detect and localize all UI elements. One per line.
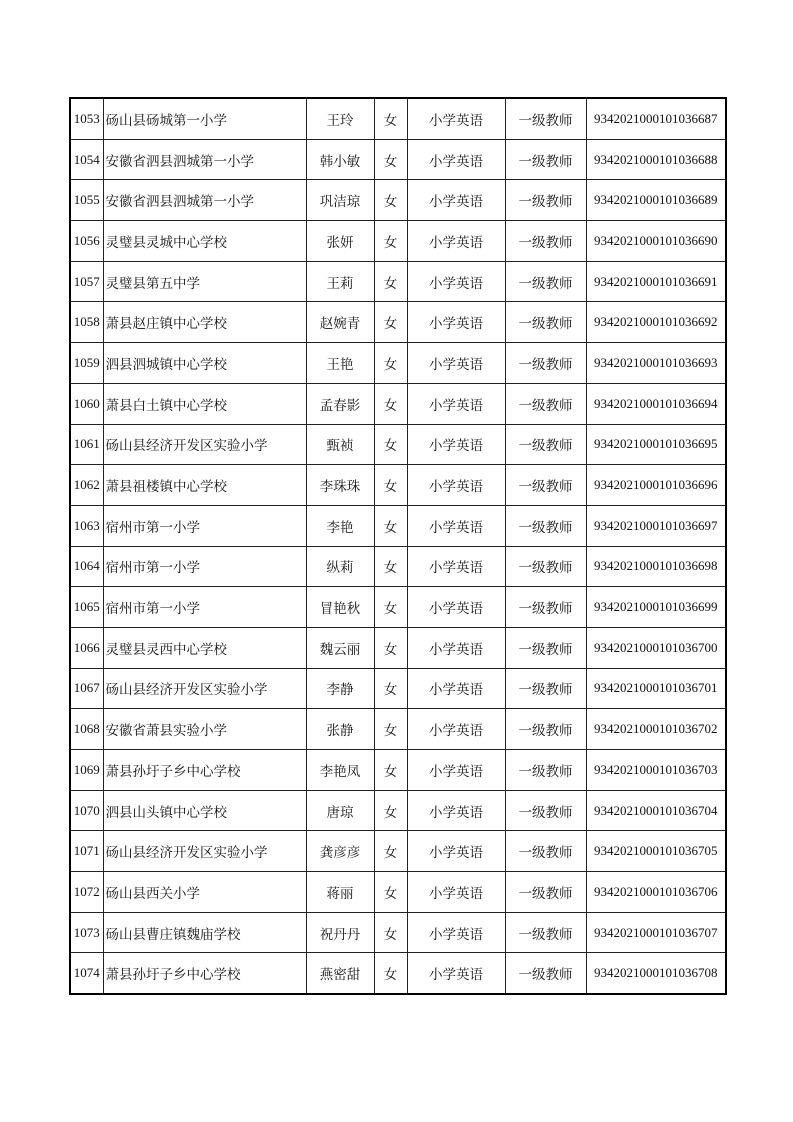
row-number: 1059 <box>70 343 103 384</box>
teacher-name-cell: 王玲 <box>306 98 374 139</box>
gender-cell: 女 <box>374 750 407 791</box>
teacher-name-cell: 孟春影 <box>306 383 374 424</box>
table-row <box>70 139 726 180</box>
subject-cell: 小学英语 <box>407 831 505 872</box>
row-number: 1054 <box>70 139 103 180</box>
certificate-number-cell: 9342021000101036692 <box>586 302 726 343</box>
table-row <box>70 424 726 465</box>
rank-cell: 一级教师 <box>505 872 586 913</box>
table-row <box>70 831 726 872</box>
row-number: 1073 <box>70 912 103 953</box>
teacher-name-cell: 李静 <box>306 668 374 709</box>
rank-cell: 一级教师 <box>505 790 586 831</box>
school-cell: 灵璧县灵西中心学校 <box>103 627 306 668</box>
teacher-name-cell: 纵莉 <box>306 546 374 587</box>
rank-cell: 一级教师 <box>505 831 586 872</box>
gender-cell: 女 <box>374 98 407 139</box>
gender-cell: 女 <box>374 627 407 668</box>
teacher-name-cell: 王艳 <box>306 343 374 384</box>
row-number: 1058 <box>70 302 103 343</box>
table-row <box>70 383 726 424</box>
teacher-name-cell: 李艳 <box>306 505 374 546</box>
school-cell: 泗县山头镇中心学校 <box>103 790 306 831</box>
gender-cell: 女 <box>374 465 407 506</box>
rank-cell: 一级教师 <box>505 98 586 139</box>
row-number: 1056 <box>70 221 103 262</box>
certificate-number-cell: 9342021000101036693 <box>586 343 726 384</box>
teacher-name-cell: 巩洁琼 <box>306 180 374 221</box>
subject-cell: 小学英语 <box>407 139 505 180</box>
table-row <box>70 790 726 831</box>
subject-cell: 小学英语 <box>407 750 505 791</box>
subject-cell: 小学英语 <box>407 546 505 587</box>
row-number: 1065 <box>70 587 103 628</box>
gender-cell: 女 <box>374 343 407 384</box>
subject-cell: 小学英语 <box>407 221 505 262</box>
row-number: 1071 <box>70 831 103 872</box>
table-row <box>70 505 726 546</box>
rank-cell: 一级教师 <box>505 709 586 750</box>
subject-cell: 小学英语 <box>407 302 505 343</box>
subject-cell: 小学英语 <box>407 383 505 424</box>
teacher-name-cell: 唐琼 <box>306 790 374 831</box>
teacher-name-cell: 赵婉青 <box>306 302 374 343</box>
row-number: 1068 <box>70 709 103 750</box>
row-number: 1053 <box>70 98 103 139</box>
table-row <box>70 546 726 587</box>
subject-cell: 小学英语 <box>407 668 505 709</box>
certificate-number-cell: 9342021000101036696 <box>586 465 726 506</box>
certificate-number-cell: 9342021000101036689 <box>586 180 726 221</box>
subject-cell: 小学英语 <box>407 627 505 668</box>
teacher-name-cell: 燕密甜 <box>306 953 374 994</box>
table-row <box>70 221 726 262</box>
teacher-name-cell: 韩小敏 <box>306 139 374 180</box>
school-cell: 萧县孙圩子乡中心学校 <box>103 953 306 994</box>
row-number: 1070 <box>70 790 103 831</box>
gender-cell: 女 <box>374 383 407 424</box>
table-row <box>70 750 726 791</box>
table-row <box>70 180 726 221</box>
school-cell: 萧县孙圩子乡中心学校 <box>103 750 306 791</box>
subject-cell: 小学英语 <box>407 465 505 506</box>
school-cell: 宿州市第一小学 <box>103 587 306 628</box>
row-number: 1060 <box>70 383 103 424</box>
table-row <box>70 953 726 994</box>
table-row <box>70 465 726 506</box>
school-cell: 萧县赵庄镇中心学校 <box>103 302 306 343</box>
teacher-name-cell: 蒋丽 <box>306 872 374 913</box>
gender-cell: 女 <box>374 546 407 587</box>
certificate-number-cell: 9342021000101036704 <box>586 790 726 831</box>
certificate-number-cell: 9342021000101036697 <box>586 505 726 546</box>
table-row <box>70 343 726 384</box>
school-cell: 灵璧县灵城中心学校 <box>103 221 306 262</box>
table-body <box>70 98 726 994</box>
rank-cell: 一级教师 <box>505 953 586 994</box>
certificate-number-cell: 9342021000101036703 <box>586 750 726 791</box>
gender-cell: 女 <box>374 139 407 180</box>
rank-cell: 一级教师 <box>505 343 586 384</box>
subject-cell: 小学英语 <box>407 953 505 994</box>
row-number: 1061 <box>70 424 103 465</box>
table-row <box>70 709 726 750</box>
gender-cell: 女 <box>374 831 407 872</box>
rank-cell: 一级教师 <box>505 180 586 221</box>
school-cell: 灵璧县第五中学 <box>103 261 306 302</box>
rank-cell: 一级教师 <box>505 221 586 262</box>
table-row <box>70 627 726 668</box>
subject-cell: 小学英语 <box>407 709 505 750</box>
gender-cell: 女 <box>374 872 407 913</box>
school-cell: 砀山县经济开发区实验小学 <box>103 668 306 709</box>
teacher-name-cell: 李艳凤 <box>306 750 374 791</box>
certificate-number-cell: 9342021000101036691 <box>586 261 726 302</box>
teacher-name-cell: 张静 <box>306 709 374 750</box>
school-cell: 砀山县西关小学 <box>103 872 306 913</box>
gender-cell: 女 <box>374 668 407 709</box>
table-row <box>70 98 726 139</box>
row-number: 1064 <box>70 546 103 587</box>
subject-cell: 小学英语 <box>407 505 505 546</box>
subject-cell: 小学英语 <box>407 790 505 831</box>
row-number: 1074 <box>70 953 103 994</box>
certificate-number-cell: 9342021000101036706 <box>586 872 726 913</box>
rank-cell: 一级教师 <box>505 546 586 587</box>
table-row <box>70 912 726 953</box>
subject-cell: 小学英语 <box>407 912 505 953</box>
subject-cell: 小学英语 <box>407 261 505 302</box>
row-number: 1072 <box>70 872 103 913</box>
row-number: 1069 <box>70 750 103 791</box>
gender-cell: 女 <box>374 424 407 465</box>
school-cell: 萧县祖楼镇中心学校 <box>103 465 306 506</box>
gender-cell: 女 <box>374 180 407 221</box>
school-cell: 砀山县经济开发区实验小学 <box>103 424 306 465</box>
subject-cell: 小学英语 <box>407 587 505 628</box>
teacher-name-cell: 魏云丽 <box>306 627 374 668</box>
certificate-number-cell: 9342021000101036690 <box>586 221 726 262</box>
rank-cell: 一级教师 <box>505 383 586 424</box>
gender-cell: 女 <box>374 261 407 302</box>
table-row <box>70 668 726 709</box>
rank-cell: 一级教师 <box>505 261 586 302</box>
rank-cell: 一级教师 <box>505 302 586 343</box>
gender-cell: 女 <box>374 953 407 994</box>
table-row <box>70 302 726 343</box>
school-cell: 砀山县砀城第一小学 <box>103 98 306 139</box>
rank-cell: 一级教师 <box>505 424 586 465</box>
certificate-number-cell: 9342021000101036694 <box>586 383 726 424</box>
gender-cell: 女 <box>374 912 407 953</box>
school-cell: 安徽省泗县泗城第一小学 <box>103 139 306 180</box>
table-row <box>70 587 726 628</box>
gender-cell: 女 <box>374 302 407 343</box>
gender-cell: 女 <box>374 221 407 262</box>
certificate-number-cell: 9342021000101036687 <box>586 98 726 139</box>
teacher-name-cell: 龚彦彦 <box>306 831 374 872</box>
certificate-number-cell: 9342021000101036695 <box>586 424 726 465</box>
teacher-list-table <box>69 97 727 995</box>
subject-cell: 小学英语 <box>407 872 505 913</box>
subject-cell: 小学英语 <box>407 98 505 139</box>
rank-cell: 一级教师 <box>505 750 586 791</box>
gender-cell: 女 <box>374 790 407 831</box>
table-row <box>70 872 726 913</box>
teacher-name-cell: 王莉 <box>306 261 374 302</box>
row-number: 1057 <box>70 261 103 302</box>
school-cell: 安徽省泗县泗城第一小学 <box>103 180 306 221</box>
teacher-name-cell: 李珠珠 <box>306 465 374 506</box>
rank-cell: 一级教师 <box>505 505 586 546</box>
rank-cell: 一级教师 <box>505 587 586 628</box>
rank-cell: 一级教师 <box>505 139 586 180</box>
table-row <box>70 261 726 302</box>
row-number: 1055 <box>70 180 103 221</box>
row-number: 1067 <box>70 668 103 709</box>
rank-cell: 一级教师 <box>505 465 586 506</box>
teacher-name-cell: 冒艳秋 <box>306 587 374 628</box>
school-cell: 宿州市第一小学 <box>103 546 306 587</box>
teacher-name-cell: 张妍 <box>306 221 374 262</box>
school-cell: 砀山县经济开发区实验小学 <box>103 831 306 872</box>
subject-cell: 小学英语 <box>407 180 505 221</box>
certificate-number-cell: 9342021000101036707 <box>586 912 726 953</box>
teacher-name-cell: 祝丹丹 <box>306 912 374 953</box>
school-cell: 砀山县曹庄镇魏庙学校 <box>103 912 306 953</box>
rank-cell: 一级教师 <box>505 627 586 668</box>
row-number: 1062 <box>70 465 103 506</box>
row-number: 1063 <box>70 505 103 546</box>
gender-cell: 女 <box>374 505 407 546</box>
certificate-number-cell: 9342021000101036702 <box>586 709 726 750</box>
certificate-number-cell: 9342021000101036701 <box>586 668 726 709</box>
school-cell: 安徽省萧县实验小学 <box>103 709 306 750</box>
school-cell: 萧县白土镇中心学校 <box>103 383 306 424</box>
certificate-number-cell: 9342021000101036705 <box>586 831 726 872</box>
certificate-number-cell: 9342021000101036700 <box>586 627 726 668</box>
certificate-number-cell: 9342021000101036708 <box>586 953 726 994</box>
rank-cell: 一级教师 <box>505 668 586 709</box>
school-cell: 泗县泗城镇中心学校 <box>103 343 306 384</box>
rank-cell: 一级教师 <box>505 912 586 953</box>
teacher-name-cell: 甄祯 <box>306 424 374 465</box>
school-cell: 宿州市第一小学 <box>103 505 306 546</box>
certificate-number-cell: 9342021000101036699 <box>586 587 726 628</box>
certificate-number-cell: 9342021000101036688 <box>586 139 726 180</box>
subject-cell: 小学英语 <box>407 424 505 465</box>
certificate-number-cell: 9342021000101036698 <box>586 546 726 587</box>
gender-cell: 女 <box>374 709 407 750</box>
subject-cell: 小学英语 <box>407 343 505 384</box>
row-number: 1066 <box>70 627 103 668</box>
gender-cell: 女 <box>374 587 407 628</box>
